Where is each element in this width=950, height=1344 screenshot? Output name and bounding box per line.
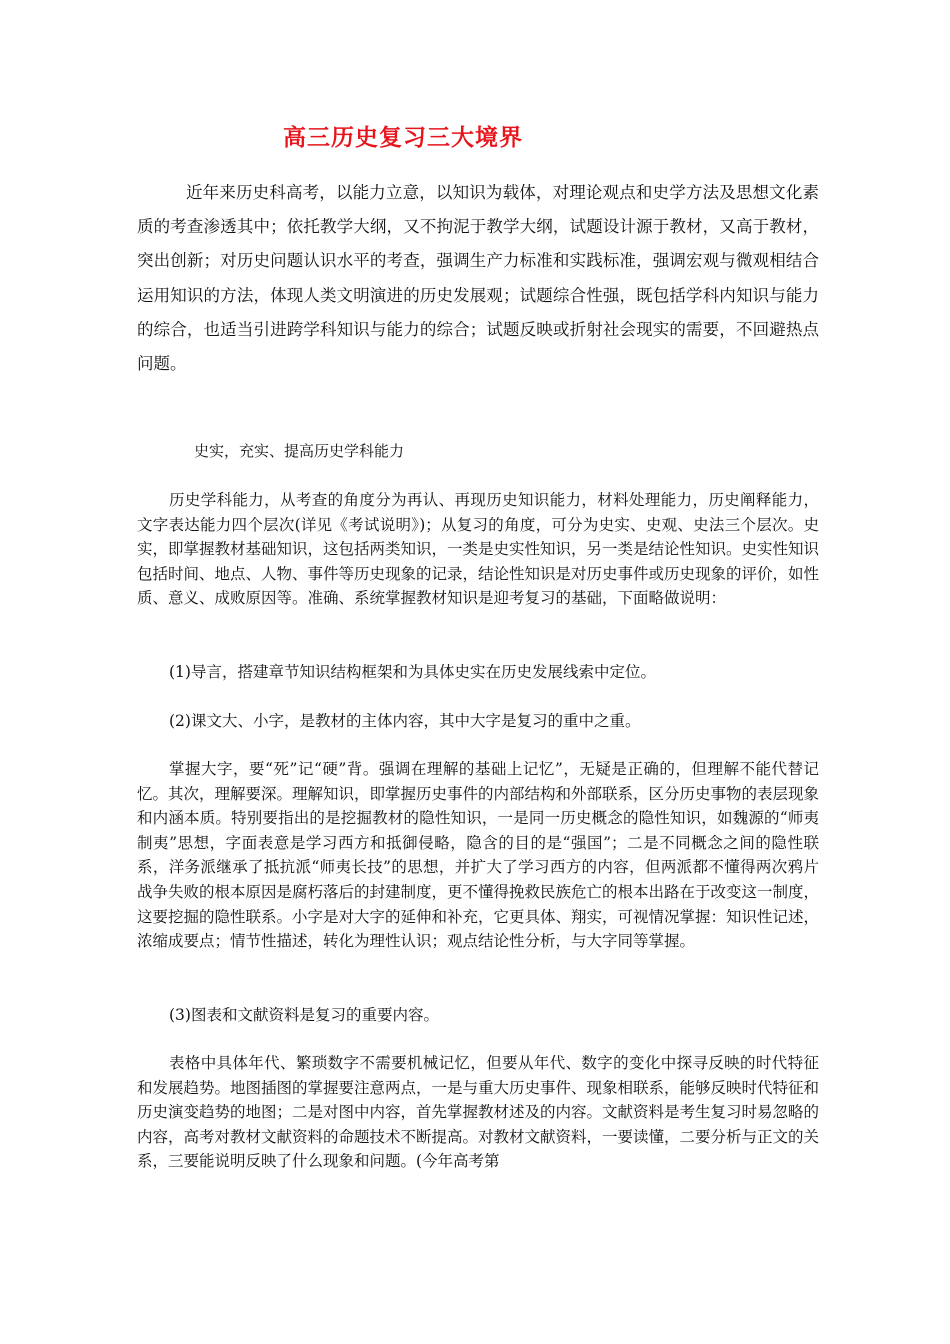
list-item: (1)导言，搭建章节知识结构框架和为具体史实在历史发展线索中定位。 [169, 663, 656, 681]
list-item: (2)课文大、小字，是教材的主体内容，其中大字是复习的重中之重。 [169, 712, 641, 730]
body-paragraph: 表格中具体年代、繁琐数字不需要机械记忆，但要从年代、数字的变化中探寻反映的时代特征和发展趋势。地图插图的掌握要注意两点，一是与重大历史事件、现象相联系，能够反映时代特征和历史演变趋势的地图；二是对图中内容，首先掌握教材述及的内容。文献资料是考生复习时易忽略的内容，高考对教材文献资料的命题技术不断提高。对教材文献资料，一要读懂，二要分析与正文的关系，三要能说明反映了什么现象和问题。(今年高考第 [137, 1054, 820, 1171]
body-paragraph: 历史学科能力，从考查的角度分为再认、再现历史知识能力，材料处理能力，历史阐释能力，文字表达能力四个层次(详见《考试说明》)；从复习的角度，可分为史实、史观、史法三个层次。史实，即掌握教材基础知识，这包括两类知识，一类是史实性知识，另一类是结论性知识。史实性知识包括时间、地点、人物、事件等历史现象的记录，结论性知识是对历史事件或历史现象的评价，如性质、意义、成败原因等。准确、系统掌握教材知识是迎考复习的基础，下面略做说明： [137, 491, 820, 608]
section-heading: 史实，充实、提高历史学科能力 [194, 442, 405, 460]
intro-paragraph: 近年来历史科高考，以能力立意，以知识为载体，对理论观点和史学方法及思想文化素质的考查渗透其中；依托教学大纲，又不拘泥于教学大纲，试题设计源于教材，又高于教材，突出创新；对历史问题认识水平的考查，强调生产力标准和实践标准，强调宏观与微观相结合运用知识的方法，体现人类文明演进的历史发展观；试题综合性强，既包括学科内知识与能力的综合，也适当引进跨学科知识与能力的综合；试题反映或折射社会现实的需要，不回避热点问题。 [137, 183, 819, 374]
list-item: (3)图表和文献资料是复习的重要内容。 [169, 1006, 439, 1024]
document-title: 高三历史复习三大境界 [283, 124, 523, 151]
body-paragraph: 掌握大字，要“死”记“硬”背。强调在理解的基础上记忆”，无疑是正确的，但理解不能代替记忆。其次，理解要深。理解知识，即掌握历史事件的内部结构和外部联系，区分历史事物的表层现象和内涵本质。特别要指出的是挖掘教材的隐性知识，一是同一历史概念的隐性知识，如魏源的“师夷制夷”思想，字面表意是学习西方和抵御侵略，隐含的目的是“强国”；二是不同概念之间的隐性联系，洋务派继承了抵抗派“师夷长技”的思想，并扩大了学习西方的内容，但两派都不懂得两次鸦片战争失败的根本原因是腐朽落后的封建制度，更不懂得挽救民族危亡的根本出路在于改变这一制度，这要挖掘的隐性联系。小字是对大字的延伸和补充，它更具体、翔实，可视情况掌握：知识性记述，浓缩成要点；情节性描述，转化为理性认识；观点结论性分析，与大字同等掌握。 [137, 760, 820, 951]
